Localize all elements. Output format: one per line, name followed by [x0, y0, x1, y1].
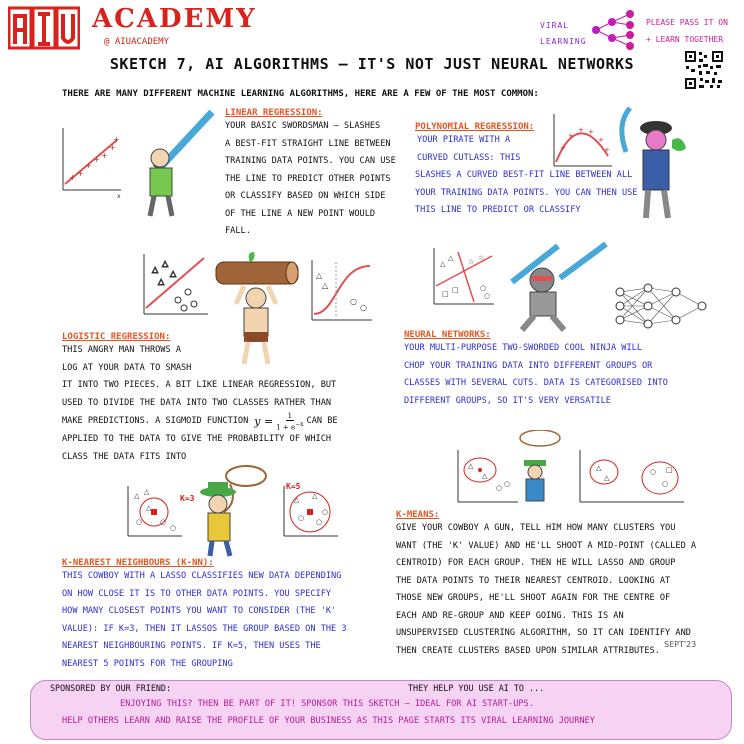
- aiu-logo: [8, 6, 80, 52]
- svg-text:+: +: [69, 173, 76, 182]
- k5-label: K=5: [286, 482, 301, 491]
- svg-text:△: △: [448, 254, 454, 262]
- sponsor-label: SPONSORED BY OUR FRIEND:: [50, 683, 172, 693]
- svg-text:△: △: [152, 265, 159, 274]
- svg-text:○: ○: [662, 480, 669, 488]
- sponsor-help-text: THEY HELP YOU USE AI TO ...: [408, 683, 545, 693]
- knn-k3-chart: [122, 484, 186, 540]
- svg-text:○: ○: [316, 518, 323, 526]
- logistic-regression-section: [62, 332, 382, 466]
- svg-text:+: +: [578, 126, 584, 134]
- svg-text:△: △: [144, 488, 150, 496]
- svg-text:△: △: [322, 281, 329, 290]
- polynomial-regression-title: POLYNOMIAL REGRESSION:: [415, 122, 535, 132]
- svg-text:○: ○: [360, 303, 367, 312]
- svg-text:△: △: [596, 464, 602, 472]
- logistic-regression-title: LOGISTIC REGRESSION:: [62, 332, 171, 342]
- social-handle: @ AIUACADEMY: [104, 37, 170, 47]
- svg-text:○: ○: [650, 468, 657, 476]
- svg-text:□: □: [666, 466, 673, 474]
- sponsor-cta: ENJOYING THIS? THEN BE PART OF IT! SPONSOR THIS SKETCH — IDEAL FOR AI START-UPS.: [120, 699, 534, 709]
- sigmoid-formula: y = $\frac{1}{1 + e^{-x}}$: [254, 412, 304, 432]
- svg-text:□: □: [452, 286, 459, 294]
- svg-text:+: +: [93, 155, 100, 164]
- knn-title: K-NEAREST NEIGHBOURS (K-NN):: [62, 558, 214, 568]
- k-means-title: K-MEANS:: [396, 510, 440, 520]
- svg-text:△: △: [440, 260, 446, 268]
- poly-line: CURVED CUTLASS: THIS: [417, 152, 521, 163]
- svg-text:+: +: [101, 151, 108, 160]
- svg-text:△: △: [482, 472, 488, 480]
- linear-regression-chart: [55, 124, 125, 198]
- k-means-section: [396, 510, 716, 660]
- knn-section: [62, 558, 382, 673]
- neural-network-icon: [612, 282, 708, 330]
- svg-text:+: +: [560, 144, 566, 152]
- svg-text:○: ○: [504, 480, 511, 488]
- svg-text:○: ○: [496, 484, 503, 492]
- k3-label: K=3: [180, 494, 195, 503]
- svg-text:△: △: [468, 462, 474, 470]
- svg-text:☆: ☆: [468, 258, 475, 266]
- sigmoid-chart: [306, 258, 376, 326]
- logistic-regression-text: THIS ANGRY MAN THROWS A LOG AT YOUR DATA TO SMASH IT INTO TWO PIECES. A BIT LIKE LINEAR REGRESSION, BUT USED TO DIVIDE THE DATA INTO TWO CLASSES RATHER THAN MAKE PREDICTIONS. A SIGMOID FUNCTION y = $\frac{1}{1 + e^{-x}}$ CAN BE APPLIED TO THE DATA TO GIVE THE PROBABILITY OF WHICH CLASS THE DATA FITS INTO: [62, 345, 338, 462]
- svg-text:+: +: [598, 136, 604, 144]
- viral-learning-label: VIRAL LEARNING: [540, 21, 587, 46]
- linear-regression-text: YOUR BASIC SWORDSMAN — SLASHES A BEST-FIT STRAIGHT LINE BETWEEN TRAINING DATA POINTS. YOU CAN USE THE LINE TO PREDICT OTHER POINTS OR CLASSIFY BASED ON WHICH SIDE OF THE LINE A NEW POINT WOULD FALL.: [225, 121, 396, 236]
- svg-text:△: △: [316, 271, 323, 280]
- sponsor-journey-text: HELP OTHERS LEARN AND RAISE THE PROFILE OF YOUR BUSINESS AS THIS PAGE STARTS ITS VIRAL LEARNING JOURNEY: [62, 716, 595, 726]
- svg-text:x: x: [117, 193, 121, 198]
- neural-networks-title: NEURAL NETWORKS:: [404, 330, 491, 340]
- svg-text:○: ○: [136, 518, 143, 526]
- svg-text:○: ○: [160, 518, 167, 526]
- svg-text:+: +: [85, 161, 92, 170]
- svg-text:△: △: [158, 277, 165, 286]
- classification-chart: [138, 252, 212, 320]
- svg-text:○: ○: [480, 284, 487, 292]
- svg-text:○: ○: [170, 524, 177, 532]
- k-means-text: GIVE YOUR COWBOY A GUN, TELL HIM HOW MANY CLUSTERS YOU WANT (THE 'K' VALUE) AND HE'LL SHOOT A MID-POINT (CALLED A CENTROID) FOR EACH GROUP. THEN HE WILL LASSO AND GROUP THE DATA POINTS TO THEIR NEAREST CENTROID. LOOKING AT THOSE NEW GROUPS, HE'LL SHOOT AGAIN FOR THE CENTRE OF EACH AND RE-GROUP AND KEEP GOING. THIS IS AN UNSUPERVISED CLUSTERING ALGORITHM, SO IT CAN IDENTIFY AND THEN CREATE CLUSTERS BASED UPON SIMILAR ATTRIBUTES.: [396, 523, 697, 656]
- k-means-illustration: [452, 430, 692, 510]
- intro-text: THERE ARE MANY DIFFERENT MACHINE LEARNING ALGORITHMS, HERE ARE A FEW OF THE MOST COMMON:: [62, 89, 539, 99]
- knn-text: THIS COWBOY WITH A LASSO CLASSIFIES NEW DATA DEPENDING ON HOW CLOSE IT IS TO OTHER DATA POINTS. YOU SPECIFY HOW MANY CLOSEST POINTS YOU WANT TO CONSIDER (THE 'K' VALUE): IF K=3, THEN IT LASSOS THE GROUP BASED ON THE 3 NEAREST NEIGHBOURING POINTS. IF K=5, THEN USES THE NEAREST 5 POINTS FOR THE GROUPING: [62, 571, 347, 669]
- svg-text:○: ○: [484, 292, 491, 300]
- svg-text:△: △: [294, 496, 300, 504]
- pass-it-on-label: PLEASE PASS IT ON + LEARN TOGETHER: [646, 18, 728, 44]
- ninja-illustration: [498, 242, 610, 332]
- svg-text:○: ○: [322, 508, 329, 516]
- svg-text:+: +: [604, 146, 610, 154]
- svg-text:△: △: [134, 492, 140, 500]
- swordsman-illustration: [130, 108, 220, 220]
- linear-regression-title: LINEAR REGRESSION:: [225, 108, 323, 118]
- brand-name: ACADEMY: [92, 4, 257, 34]
- linear-regression-section: [225, 108, 425, 241]
- svg-text:△: △: [162, 259, 169, 268]
- svg-text:☆: ☆: [478, 254, 485, 262]
- polynomial-regression-section: [415, 122, 655, 167]
- svg-text:+: +: [588, 128, 594, 136]
- svg-text:○: ○: [350, 297, 357, 306]
- multi-class-chart: [428, 246, 498, 310]
- svg-text:+: +: [568, 132, 574, 140]
- svg-text:△: △: [312, 492, 318, 500]
- svg-text:○: ○: [298, 514, 305, 522]
- poly-line: YOUR PIRATE WITH A: [417, 135, 511, 145]
- polynomial-regression-text: SLASHES A CURVED BEST-FIT LINE BETWEEN ALL YOUR TRAINING DATA POINTS. YOU CAN THEN USE THIS LINE TO PREDICT OR CLASSIFY: [415, 170, 638, 215]
- svg-text:+: +: [113, 135, 120, 144]
- page-title: SKETCH 7, AI ALGORITHMS — IT'S NOT JUST NEURAL NETWORKS: [109, 55, 635, 73]
- svg-text:△: △: [170, 269, 177, 278]
- cowboy-lasso-illustration: [188, 462, 278, 558]
- svg-text:+: +: [109, 143, 116, 152]
- svg-text:+: +: [77, 169, 84, 178]
- neural-networks-section: [404, 330, 704, 410]
- svg-text:△: △: [604, 474, 610, 482]
- knn-k5-chart: [278, 484, 342, 540]
- viral-network-icon: [590, 8, 642, 52]
- neural-networks-text: YOUR MULTI-PURPOSE TWO-SWORDED COOL NINJA WILL CHOP YOUR TRAINING DATA INTO DIFFERENT GROUPS OR CLASSES WITH SEVERAL CUTS. DATA IS CATEGORISED INTO DIFFERENT GROUPS, SO IT'S VERY VERSATILE: [404, 343, 668, 406]
- svg-text:△: △: [146, 504, 152, 512]
- signature: SEPT'23: [664, 640, 697, 649]
- svg-text:□: □: [442, 290, 449, 298]
